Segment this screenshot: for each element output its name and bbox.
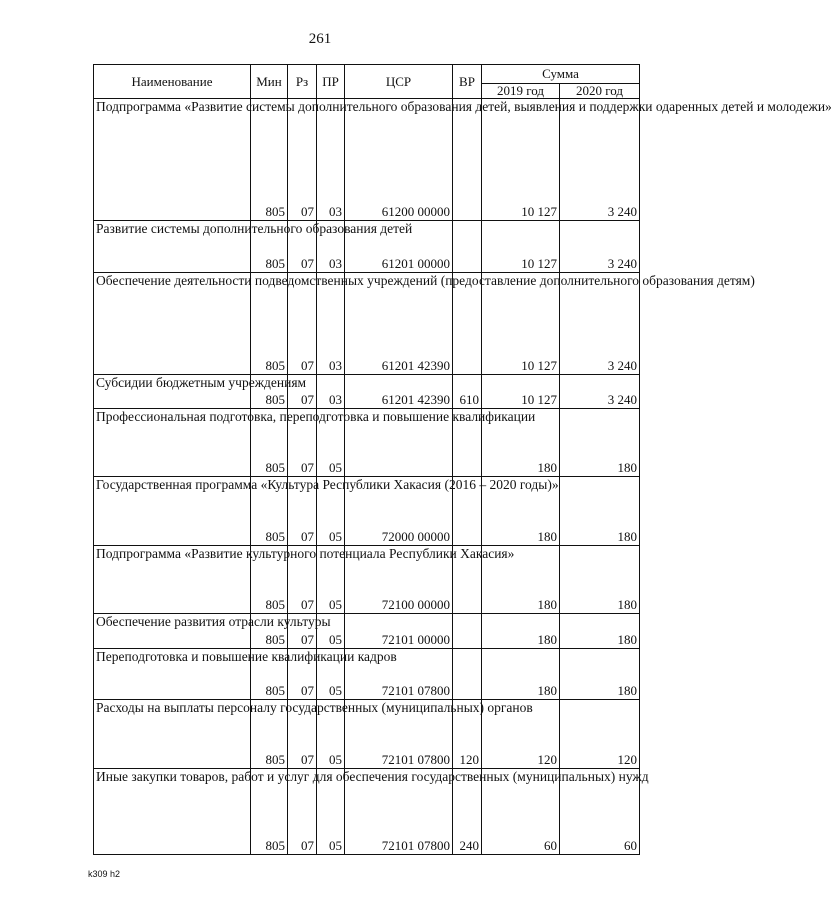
row-vr bbox=[453, 649, 482, 700]
row-min: 805 bbox=[251, 700, 288, 769]
table-row bbox=[94, 614, 640, 649]
header-csr: ЦСР bbox=[345, 65, 453, 99]
row-vr bbox=[453, 99, 482, 221]
row-2019: 180 bbox=[482, 614, 560, 649]
row-min: 805 bbox=[251, 409, 288, 477]
row-rz: 07 bbox=[288, 375, 317, 409]
row-rz: 07 bbox=[288, 649, 317, 700]
row-2020: 3 240 bbox=[560, 221, 640, 273]
row-2019: 120 bbox=[482, 700, 560, 769]
row-name: Подпрограмма «Развитие культурного потенциала Республики Хакасия» bbox=[94, 546, 251, 614]
row-2019: 10 127 bbox=[482, 375, 560, 409]
row-name: Профессиональная подготовка, переподготовка и повышение квалификации bbox=[94, 409, 251, 477]
table-row bbox=[94, 546, 640, 614]
table-row bbox=[94, 700, 640, 769]
budget-table bbox=[93, 64, 832, 855]
row-min: 805 bbox=[251, 273, 288, 375]
row-2020: 180 bbox=[560, 546, 640, 614]
row-min: 805 bbox=[251, 649, 288, 700]
row-name: Переподготовка и повышение квалификации кадров bbox=[94, 649, 251, 700]
row-2019: 60 bbox=[482, 769, 560, 855]
header-min: Мин bbox=[251, 65, 288, 99]
row-csr: 72101 07800 bbox=[345, 700, 453, 769]
row-min: 805 bbox=[251, 99, 288, 221]
row-pr: 05 bbox=[317, 700, 345, 769]
header-name: Наименование bbox=[94, 65, 251, 99]
header-vr: ВР bbox=[453, 65, 482, 99]
row-2019: 10 127 bbox=[482, 273, 560, 375]
row-vr: 120 bbox=[453, 700, 482, 769]
header-rz: Рз bbox=[288, 65, 317, 99]
row-csr: 72000 00000 bbox=[345, 477, 453, 546]
row-rz: 07 bbox=[288, 273, 317, 375]
row-csr: 61201 42390 bbox=[345, 273, 453, 375]
row-name: Обеспечение развития отрасли культуры bbox=[94, 614, 251, 649]
row-csr: 61201 42390 bbox=[345, 375, 453, 409]
row-2019: 180 bbox=[482, 409, 560, 477]
row-min: 805 bbox=[251, 221, 288, 273]
row-2019: 180 bbox=[482, 649, 560, 700]
row-pr: 05 bbox=[317, 477, 345, 546]
row-rz: 07 bbox=[288, 409, 317, 477]
row-name: Развитие системы дополнительного образования детей bbox=[94, 221, 251, 273]
row-2020: 180 bbox=[560, 409, 640, 477]
row-rz: 07 bbox=[288, 221, 317, 273]
page-number: 261 bbox=[308, 31, 332, 47]
footer-code: k309 h2 bbox=[88, 869, 121, 879]
row-2020: 3 240 bbox=[560, 273, 640, 375]
table-row bbox=[94, 375, 640, 409]
table-row bbox=[94, 649, 640, 700]
table-row bbox=[94, 273, 640, 375]
row-rz: 07 bbox=[288, 99, 317, 221]
row-min: 805 bbox=[251, 477, 288, 546]
header-2019: 2019 год bbox=[482, 84, 560, 99]
row-pr: 03 bbox=[317, 221, 345, 273]
row-pr: 05 bbox=[317, 769, 345, 855]
table-row bbox=[94, 409, 640, 477]
row-name: Расходы на выплаты персоналу государственных (муниципальных) органов bbox=[94, 700, 251, 769]
row-name: Государственная программа «Культура Республики Хакасия (2016 – 2020 годы)» bbox=[94, 477, 251, 546]
row-2020: 180 bbox=[560, 614, 640, 649]
row-rz: 07 bbox=[288, 700, 317, 769]
row-name: Обеспечение деятельности подведомственных учреждений (предоставление дополнительного образования детям) bbox=[94, 273, 251, 375]
row-pr: 03 bbox=[317, 99, 345, 221]
row-pr: 03 bbox=[317, 273, 345, 375]
row-min: 805 bbox=[251, 546, 288, 614]
row-2020: 180 bbox=[560, 649, 640, 700]
row-2019: 10 127 bbox=[482, 221, 560, 273]
row-csr: 72101 07800 bbox=[345, 649, 453, 700]
row-csr: 72101 07800 bbox=[345, 769, 453, 855]
row-pr: 05 bbox=[317, 546, 345, 614]
row-2019: 10 127 bbox=[482, 99, 560, 221]
table-row bbox=[94, 769, 640, 855]
row-min: 805 bbox=[251, 769, 288, 855]
row-rz: 07 bbox=[288, 769, 317, 855]
row-rz: 07 bbox=[288, 546, 317, 614]
row-csr: 72101 00000 bbox=[345, 614, 453, 649]
row-name: Иные закупки товаров, работ и услуг для обеспечения государственных (муниципальных) нужд bbox=[94, 769, 251, 855]
row-2019: 180 bbox=[482, 477, 560, 546]
row-2019: 180 bbox=[482, 546, 560, 614]
row-rz: 07 bbox=[288, 477, 317, 546]
row-pr: 05 bbox=[317, 649, 345, 700]
header-2020: 2020 год bbox=[560, 84, 640, 99]
table-row bbox=[94, 221, 640, 273]
row-min: 805 bbox=[251, 614, 288, 649]
row-2020: 180 bbox=[560, 477, 640, 546]
table-row bbox=[94, 99, 640, 221]
table-row bbox=[94, 477, 640, 546]
row-rz: 07 bbox=[288, 614, 317, 649]
row-vr: 240 bbox=[453, 769, 482, 855]
row-csr: 72100 00000 bbox=[345, 546, 453, 614]
row-vr: 610 bbox=[453, 375, 482, 409]
row-2020: 120 bbox=[560, 700, 640, 769]
row-2020: 3 240 bbox=[560, 375, 640, 409]
row-2020: 60 bbox=[560, 769, 640, 855]
row-csr: 61201 00000 bbox=[345, 221, 453, 273]
row-name: Подпрограмма «Развитие системы дополнительного образования детей, выявления и поддержки одаренных детей и молодежи» bbox=[94, 99, 251, 221]
row-pr: 05 bbox=[317, 409, 345, 477]
row-min: 805 bbox=[251, 375, 288, 409]
row-vr bbox=[453, 221, 482, 273]
row-name: Субсидии бюджетным учреждениям bbox=[94, 375, 251, 409]
row-2020: 3 240 bbox=[560, 99, 640, 221]
header-sum: Сумма bbox=[482, 65, 640, 84]
header-pr: ПР bbox=[317, 65, 345, 99]
row-csr: 61200 00000 bbox=[345, 99, 453, 221]
row-pr: 03 bbox=[317, 375, 345, 409]
row-vr bbox=[453, 614, 482, 649]
row-pr: 05 bbox=[317, 614, 345, 649]
